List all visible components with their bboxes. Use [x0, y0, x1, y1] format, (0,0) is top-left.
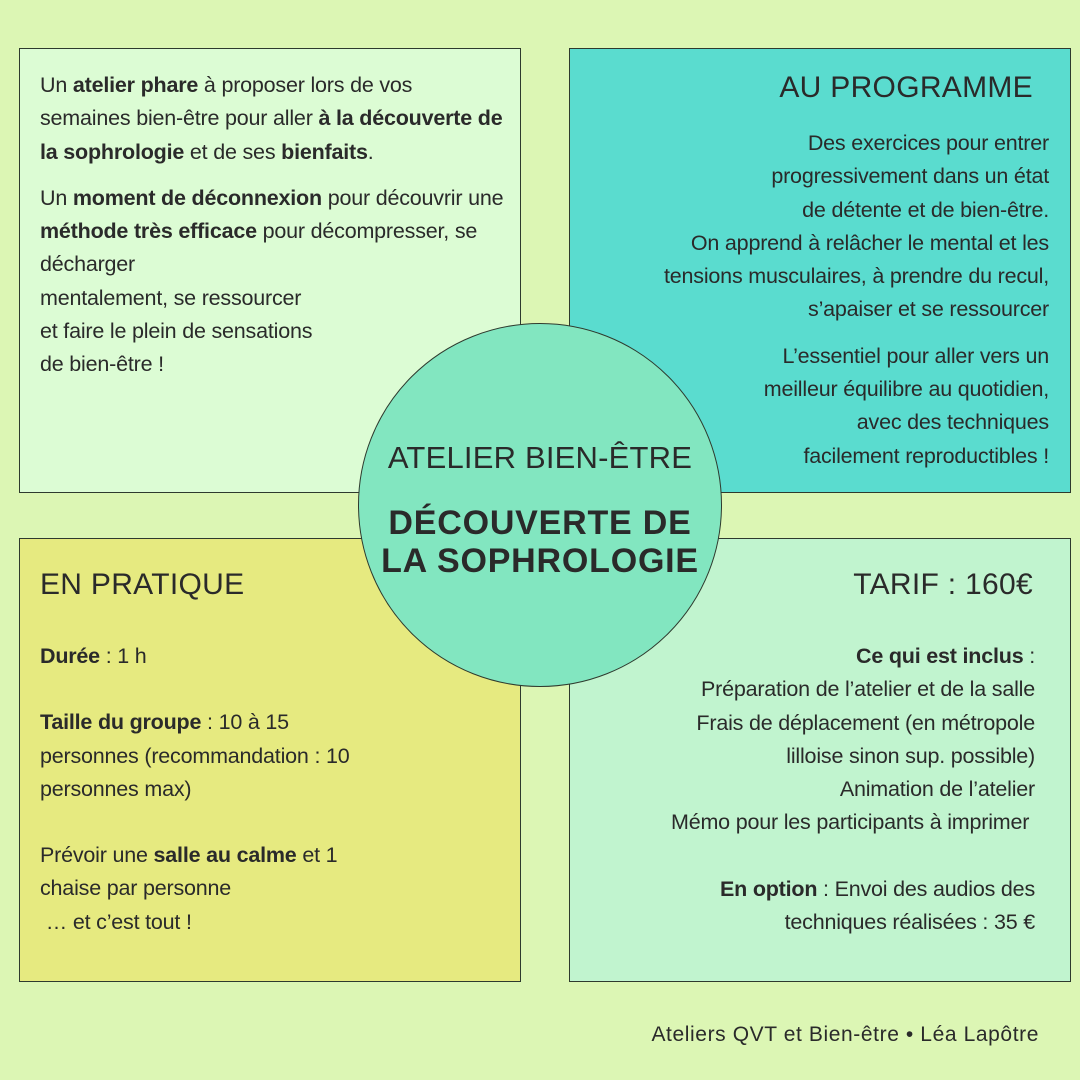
workshop-subtitle: ATELIER BIEN-ÊTRE: [387, 440, 693, 475]
emphasis-deconnexion: moment de déconnexion: [72, 185, 322, 210]
tarif-title: TARIF : 160€: [853, 568, 1033, 601]
programme-paragraph-1: Des exercices pour entrer progressivement dans un état de détente et de bien-être. On apprend à relâcher le mental et les tensions musculaires, à prendre du recul, s’apaiser et se ressourcer: [664, 131, 1049, 322]
pratique-content: [40, 640, 510, 939]
programme-title: AU PROGRAMME: [779, 71, 1033, 104]
tarif-content: [565, 640, 1035, 939]
tarif-inclus: Ce qui est inclus : Préparation de l’atelier et de la salle Frais de déplacement (en métropole lilloise sinon sup. possible) Animation de l’atelier Mémo pour les participants à imprimer: [671, 644, 1035, 835]
programme-paragraph-2: L’essentiel pour aller vers un meilleur équilibre au quotidien, avec des techniques facilement reproductibles !: [763, 343, 1049, 468]
inclus-item: Animation de l’atelier: [839, 777, 1035, 802]
intro-content: [40, 69, 508, 382]
title-circle: [358, 323, 722, 687]
emphasis-atelier-phare: atelier phare: [72, 73, 199, 97]
pratique-groupe: Taille du groupe : 10 à 15 personnes (recommandation : 10 personnes max): [40, 710, 350, 801]
pratique-duree: Durée : 1 h: [40, 644, 147, 668]
intro-paragraph-1: Un atelier phare à proposer lors de vos semaines bien-être pour aller à la découverte de la sophrologie et de ses bienfaits.: [40, 73, 503, 164]
pratique-title: EN PRATIQUE: [40, 568, 245, 601]
intro-paragraph-2: Un moment de déconnexion pour découvrir une méthode très efficace pour décompresser, se décharger mentalement, se ressourcer et faire le plein de sensations de bien-être !: [40, 185, 504, 377]
inclus-item: Frais de déplacement (en métropole: [696, 710, 1035, 735]
inclus-item: Mémo pour les participants à imprimer: [671, 810, 1035, 835]
emphasis-decouverte: à la découverte de la sophrologie: [40, 106, 503, 164]
footer-credit: Ateliers QVT et Bien-être • Léa Lapôtre: [651, 1023, 1039, 1046]
pratique-salle: Prévoir une salle au calme et 1 chaise par personne … et c’est tout !: [40, 843, 338, 934]
tarif-option: En option : Envoi des audios des techniques réalisées : 35 €: [719, 876, 1035, 935]
workshop-title: DÉCOUVERTE DE LA SOPHROLOGIE: [381, 504, 699, 580]
inclus-item: lilloise sinon sup. possible): [786, 743, 1035, 768]
emphasis-bienfaits: bienfaits: [281, 139, 368, 164]
emphasis-methode: méthode très efficace: [40, 219, 257, 244]
inclus-item: Préparation de l’atelier et de la salle: [700, 677, 1035, 702]
